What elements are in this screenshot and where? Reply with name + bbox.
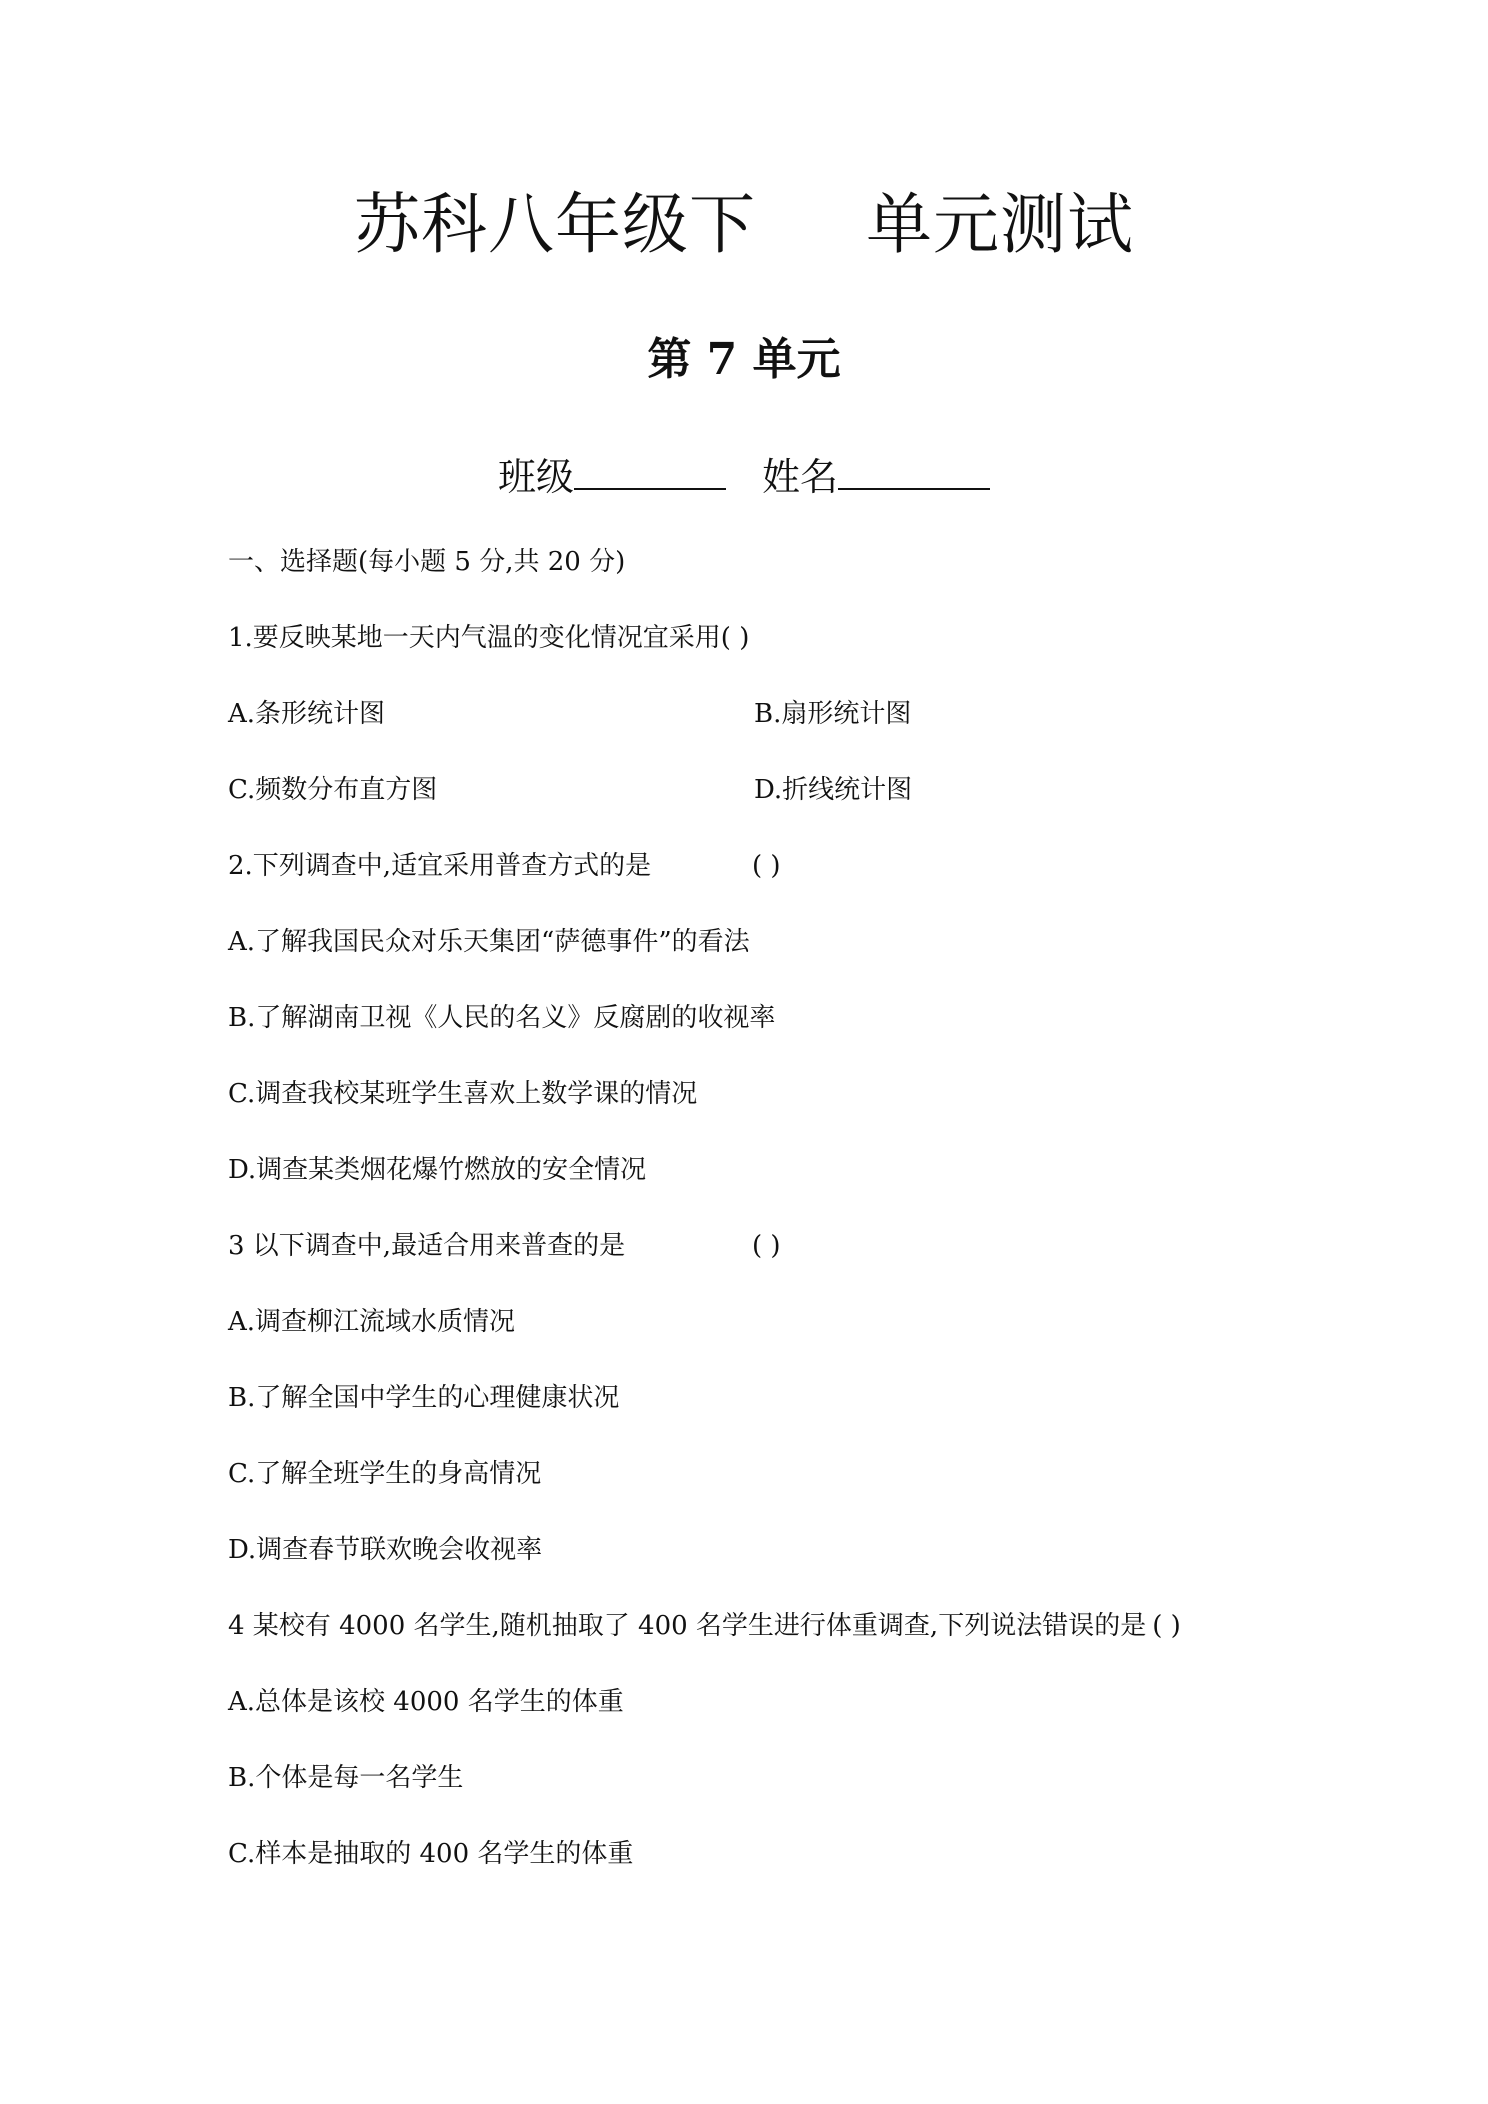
question-1-option-b: B.扇形统计图 xyxy=(754,699,912,729)
question-1-option-a: A.条形统计图 xyxy=(228,699,386,729)
main-title-part2: 单元测试 xyxy=(866,186,1134,263)
class-label: 班级 xyxy=(497,455,574,499)
question-4-option-b: B.个体是每一名学生 xyxy=(228,1763,464,1793)
question-2-option-b: B.了解湖南卫视《人民的名义》反腐剧的收视率 xyxy=(228,1003,776,1033)
question-4-answer-paren: ( ) xyxy=(1152,1611,1181,1641)
question-4-option-a: A.总体是该校 4000 名学生的体重 xyxy=(228,1687,624,1717)
question-3-option-d: D.调查春节联欢晚会收视率 xyxy=(228,1535,543,1565)
question-2-option-d: D.调查某类烟花爆竹燃放的安全情况 xyxy=(228,1155,647,1185)
question-2-option-c: C.调查我校某班学生喜欢上数学课的情况 xyxy=(228,1079,698,1109)
main-title xyxy=(0,180,1488,270)
question-2-answer-paren: ( ) xyxy=(752,851,781,881)
student-info-row xyxy=(0,444,1488,505)
question-3-option-c: C.了解全班学生的身高情况 xyxy=(228,1459,542,1489)
class-blank[interactable] xyxy=(574,444,726,490)
question-1-stem: 1.要反映某地一天内气温的变化情况宜采用( ) xyxy=(228,623,750,653)
question-4-stem-text: 4 某校有 4000 名学生,随机抽取了 400 名学生进行体重调查,下列说法错误的是 xyxy=(228,1611,1147,1641)
section-heading: 一、选择题(每小题 5 分,共 20 分) xyxy=(228,547,626,577)
name-blank[interactable] xyxy=(838,444,990,490)
question-3-answer-paren: ( ) xyxy=(752,1231,781,1261)
question-3-option-b: B.了解全国中学生的心理健康状况 xyxy=(228,1383,620,1413)
question-1-option-d: D.折线统计图 xyxy=(754,775,913,805)
question-2-option-a: A.了解我国民众对乐天集团“萨德事件”的看法 xyxy=(228,927,750,957)
name-label: 姓名 xyxy=(762,455,839,499)
unit-title: 第 7 单元 xyxy=(647,334,841,385)
question-4-stem xyxy=(228,1608,1181,1644)
question-3-stem: 3 以下调查中,最适合用来普查的是 xyxy=(228,1231,626,1261)
main-title-part1: 苏科八年级下 xyxy=(354,186,756,263)
question-2-stem: 2.下列调查中,适宜采用普查方式的是 xyxy=(228,851,652,881)
question-4-option-c: C.样本是抽取的 400 名学生的体重 xyxy=(228,1839,634,1869)
question-3-option-a: A.调查柳江流域水质情况 xyxy=(228,1307,516,1337)
question-1-option-c: C.频数分布直方图 xyxy=(228,775,438,805)
